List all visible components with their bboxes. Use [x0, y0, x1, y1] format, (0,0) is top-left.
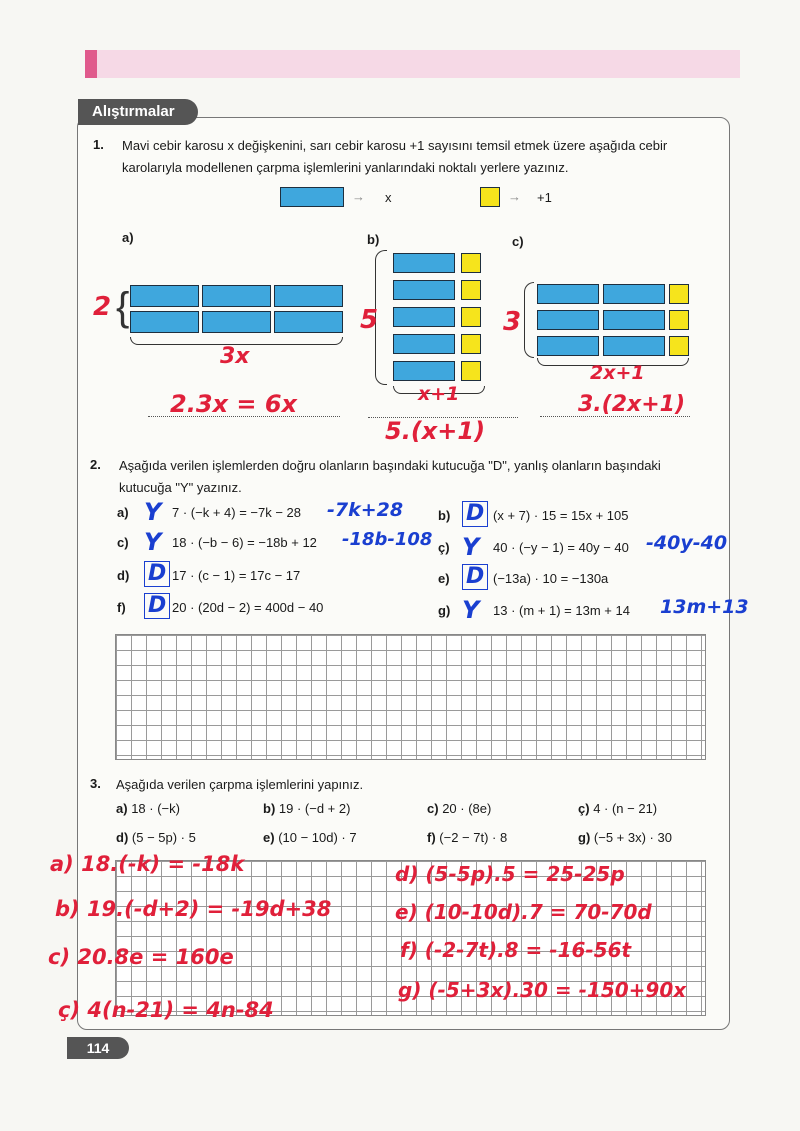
blue-tile	[603, 284, 665, 304]
q2-item-label: g)	[438, 603, 451, 618]
q3-answer-c: c) 20.8e = 160e	[48, 945, 234, 969]
q1a-tiles	[130, 285, 345, 335]
q2-text-line2: kutucuğa "Y" yazınız.	[119, 480, 242, 495]
yellow-tile	[461, 361, 481, 381]
blue-tile	[537, 310, 599, 330]
brace-left	[524, 282, 534, 358]
q1b-hand-side: 5	[360, 305, 379, 335]
blue-tile	[603, 336, 665, 356]
q2-mark[interactable]: Y	[462, 596, 480, 624]
q2-expression: 13 · (m + 1) = 13m + 14	[493, 603, 630, 618]
q2-item-d	[117, 561, 417, 587]
q2-note: -7k+28	[327, 499, 404, 521]
legend-blue-label: x	[385, 190, 392, 205]
q3-item-f: f) (−2 − 7t) · 8	[427, 830, 508, 845]
q2-mark[interactable]: D	[144, 593, 170, 619]
q3-item-cc: ç) 4 · (n − 21)	[578, 801, 658, 816]
q2-text	[119, 455, 724, 499]
blue-tile	[393, 280, 455, 300]
q1-text	[122, 135, 722, 179]
q3-answer-b: b) 19.(-d+2) = -19d+38	[55, 897, 332, 921]
blue-tile	[130, 311, 199, 333]
q2-expression: (x + 7) · 15 = 15x + 105	[493, 508, 629, 523]
q1c-tiles	[537, 284, 697, 364]
q2-mark[interactable]: D	[462, 501, 488, 527]
q1-part-a-label: a)	[122, 230, 134, 245]
q3-row2	[116, 830, 716, 850]
q2-item-label: c)	[117, 535, 129, 550]
q1-part-c-label: c)	[512, 234, 524, 249]
q1c-hand-side: 3	[503, 307, 522, 337]
q2-item-label: ç)	[438, 540, 450, 555]
q3-number: 3.	[90, 776, 101, 791]
q1a-answer: 2.3x = 6x	[170, 390, 297, 418]
q1b-answer-line	[368, 401, 518, 418]
q2-text-line1: Aşağıda verilen işlemlerden doğru olanların başındaki kutucuğa "D", yanlış olanların başındaki	[119, 458, 661, 473]
q3-answer-e: e) (10-10d).7 = 70-70d	[395, 900, 652, 924]
q1-number: 1.	[93, 137, 104, 152]
q2-item-label: d)	[117, 568, 130, 583]
q2-mark[interactable]: Y	[144, 498, 162, 526]
brace-left: {	[116, 285, 130, 329]
blue-tile	[537, 284, 599, 304]
blue-tile	[202, 311, 271, 333]
q3-item-d: d) (5 − 5p) · 5	[116, 830, 196, 845]
q2-item-cc	[438, 532, 738, 561]
section-tag: Alıştırmalar	[78, 99, 198, 125]
blue-tile	[274, 285, 343, 307]
legend-arrow-icon: →	[508, 189, 521, 204]
legend-arrow-icon: →	[352, 189, 365, 204]
q2-item-label: e)	[438, 571, 450, 586]
q2-number: 2.	[90, 457, 101, 472]
q3-item-b: b) 19 · (−d + 2)	[263, 801, 351, 816]
blue-tile	[202, 285, 271, 307]
q2-mark[interactable]: D	[144, 561, 170, 587]
q2-item-b	[438, 501, 718, 527]
page-number: 114	[67, 1037, 129, 1059]
q1c-hand-bottom: 2x+1	[590, 362, 645, 384]
blue-tile	[393, 253, 455, 273]
q1a-hand-side: 2	[93, 292, 112, 322]
q2-note: 13m+13	[660, 596, 749, 618]
blue-tile	[393, 334, 455, 354]
yellow-tile	[669, 310, 689, 330]
yellow-tile	[669, 284, 689, 304]
yellow-tile	[461, 334, 481, 354]
yellow-tile	[461, 280, 481, 300]
q2-item-label: b)	[438, 508, 451, 523]
blue-tile	[603, 310, 665, 330]
q2-expression: 7 · (−k + 4) = −7k − 28	[172, 505, 301, 520]
yellow-tile	[669, 336, 689, 356]
q1b-hand-bottom: x+1	[418, 383, 460, 405]
q3-item-g: g) (−5 + 3x) · 30	[578, 830, 672, 845]
header-pink-bar	[85, 50, 740, 78]
q1a-hand-bottom: 3x	[220, 344, 250, 369]
q2-mark[interactable]: D	[462, 564, 488, 590]
legend-yellow-tile	[480, 187, 500, 207]
q3-row1	[116, 801, 716, 821]
q3-item-e: e) (10 − 10d) · 7	[263, 830, 357, 845]
q2-expression: 20 · (20d − 2) = 400d − 40	[172, 600, 324, 615]
blue-tile	[537, 336, 599, 356]
yellow-tile	[461, 253, 481, 273]
q2-note: -40y-40	[646, 532, 728, 554]
blue-tile	[393, 361, 455, 381]
q1-part-b-label: b)	[367, 232, 380, 247]
blue-tile	[130, 285, 199, 307]
q2-expression: 17 · (c − 1) = 17c − 17	[172, 568, 301, 583]
q2-expression: 18 · (−b − 6) = −18b + 12	[172, 535, 317, 550]
legend-blue-tile	[280, 187, 344, 207]
q3-answer-a: a) 18.(-k) = -18k	[50, 852, 245, 876]
blue-tile	[393, 307, 455, 327]
q2-item-e	[438, 564, 718, 590]
q2-mark[interactable]: Y	[462, 533, 480, 561]
q2-note: -18b-108	[342, 529, 433, 550]
q2-item-g	[438, 596, 749, 624]
q2-item-label: f)	[117, 600, 126, 615]
q1c-answer: 3.(2x+1)	[578, 392, 686, 417]
q3-answer-d: d) (5-5p).5 = 25-25p	[395, 862, 625, 886]
q3-item-a: a) 18 · (−k)	[116, 801, 180, 816]
q1-text-line2: karolarıyla modellenen çarpma işlemlerini yanlarındaki noktalı yerlere yazınız.	[122, 160, 569, 175]
q1b-tiles	[393, 253, 493, 388]
q2-item-c	[117, 528, 437, 556]
q1b-answer: 5.(x+1)	[385, 417, 486, 445]
q1-text-line1: Mavi cebir karosu x değişkenini, sarı cebir karosu +1 sayısını temsil etmek üzere aşağıda cebir	[122, 138, 668, 153]
blue-tile	[274, 311, 343, 333]
q2-expression: (−13a) · 10 = −130a	[493, 571, 609, 586]
q3-item-c: c) 20 · (8e)	[427, 801, 492, 816]
q2-item-a	[117, 498, 417, 526]
q2-item-f	[117, 593, 417, 619]
q2-item-label: a)	[117, 505, 129, 520]
q3-text: Aşağıda verilen çarpma işlemlerini yapınız.	[116, 777, 364, 792]
q3-answer-cc: ç) 4(n-21) = 4n-84	[58, 998, 274, 1022]
yellow-tile	[461, 307, 481, 327]
q3-answer-g: g) (-5+3x).30 = -150+90x	[398, 978, 687, 1002]
q2-answer-grid[interactable]	[115, 634, 706, 760]
q3-answer-f: f) (-2-7t).8 = -16-56t	[400, 938, 632, 962]
q2-expression: 40 · (−y − 1) = 40y − 40	[493, 540, 629, 555]
q2-mark[interactable]: Y	[144, 528, 162, 556]
legend-yellow-label: +1	[537, 190, 552, 205]
